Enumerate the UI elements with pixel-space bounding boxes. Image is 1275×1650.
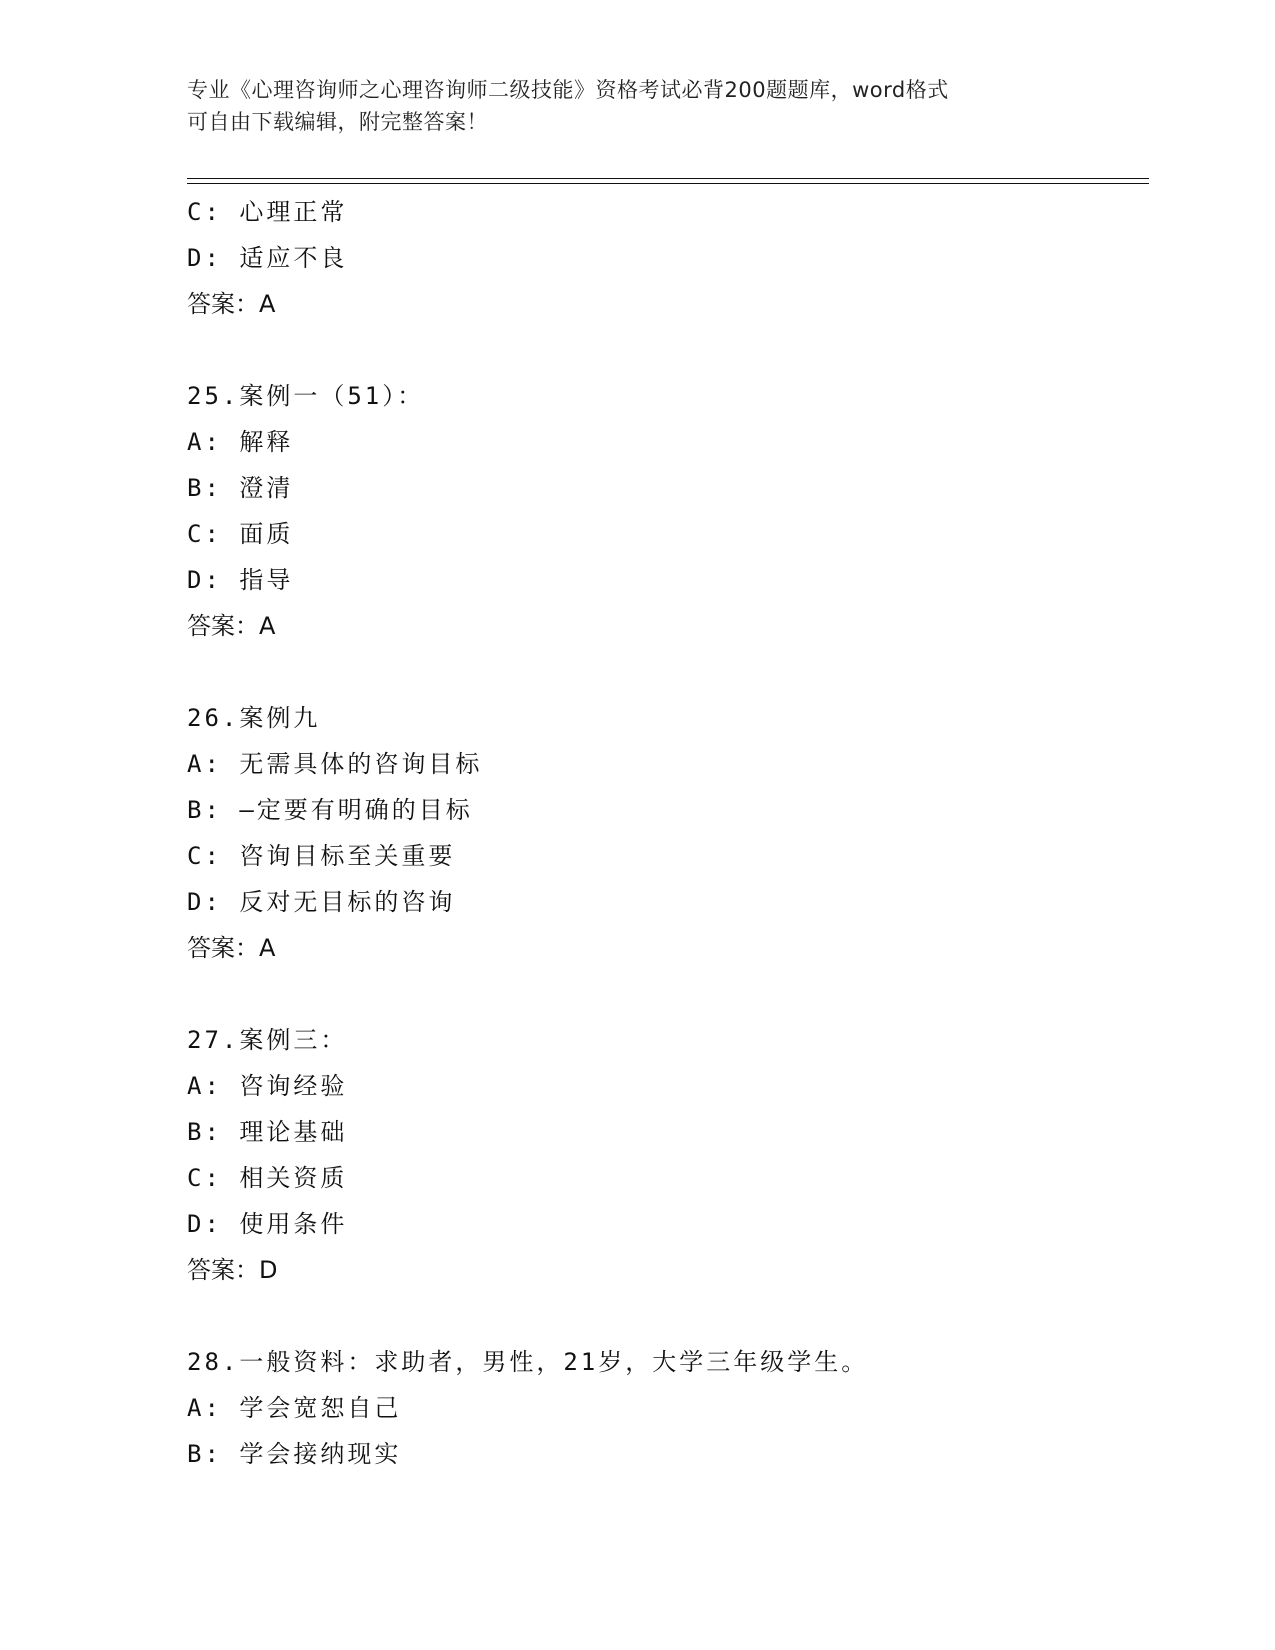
- option-a: A: 咨询经验: [187, 1072, 348, 1100]
- option-b: B: 学会接纳现实: [187, 1440, 402, 1468]
- answer-line: 答案：D: [187, 1256, 278, 1284]
- option-d: D: 反对无目标的咨询: [187, 888, 456, 916]
- spacer: [187, 327, 1147, 373]
- option-d: D: 适应不良: [187, 244, 348, 272]
- spacer: [187, 649, 1147, 695]
- question-title: 26.案例九: [187, 704, 321, 732]
- option-a: A: 学会宽恕自己: [187, 1394, 402, 1422]
- option-b: B: —定要有明确的目标: [187, 796, 473, 824]
- answer-line: 答案：A: [187, 934, 276, 962]
- option-a: A: 无需具体的咨询目标: [187, 750, 483, 778]
- option-c: C: 相关资质: [187, 1164, 348, 1192]
- spacer: [187, 1293, 1147, 1339]
- option-a: A: 解释: [187, 428, 294, 456]
- header-rule-top: [187, 178, 1149, 179]
- question-title: 25.案例一（51）：: [187, 382, 425, 410]
- page-header: [187, 74, 1067, 138]
- header-line-2: 可自由下载编辑，附完整答案！: [187, 110, 488, 134]
- option-c: C: 心理正常: [187, 198, 348, 226]
- option-c: C: 面质: [187, 520, 294, 548]
- answer-line: 答案：A: [187, 290, 276, 318]
- question-title: 27.案例三：: [187, 1026, 348, 1054]
- option-d: D: 使用条件: [187, 1210, 348, 1238]
- header-rule-bottom: [187, 183, 1149, 184]
- answer-line: 答案：A: [187, 612, 276, 640]
- question-title: 28.一般资料：求助者，男性，21岁，大学三年级学生。: [187, 1348, 869, 1376]
- option-c: C: 咨询目标至关重要: [187, 842, 456, 870]
- spacer: [187, 971, 1147, 1017]
- option-b: B: 理论基础: [187, 1118, 348, 1146]
- header-line-1: 专业《心理咨询师之心理咨询师二级技能》资格考试必背200题题库，word格式: [187, 78, 949, 102]
- option-b: B: 澄清: [187, 474, 294, 502]
- option-d: D: 指导: [187, 566, 294, 594]
- question-content: [187, 189, 1147, 1477]
